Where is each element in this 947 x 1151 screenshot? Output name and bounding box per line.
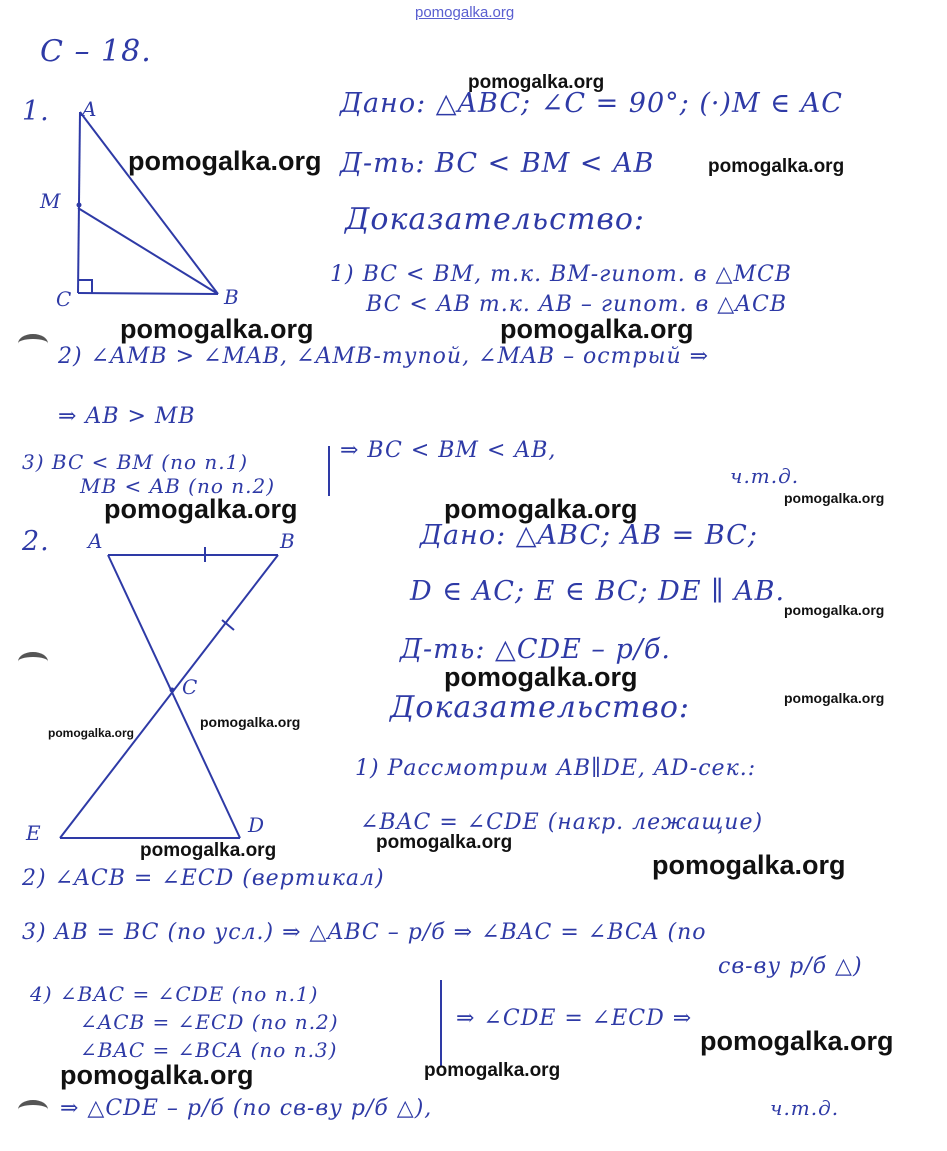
watermark: pomogalka.org bbox=[140, 840, 277, 861]
watermark: pomogalka.org bbox=[424, 1060, 561, 1081]
task2-given-line2: D ∈ AC; E ∈ BC; DE ∥ AB. bbox=[410, 576, 786, 607]
task2-given-line1: Дано: △ABC; AB = BC; bbox=[420, 520, 758, 551]
task1-step2-line2: ⇒ AB > MB bbox=[58, 404, 196, 429]
watermark: pomogalka.org bbox=[444, 494, 638, 524]
watermark: pomogalka.org bbox=[784, 602, 885, 618]
task2-step4-result: ⇒ ∠CDE = ∠ECD ⇒ bbox=[456, 1006, 693, 1031]
watermark: pomogalka.org bbox=[468, 72, 605, 93]
bracket-bar bbox=[440, 980, 442, 1066]
watermark: pomogalka.org bbox=[48, 726, 135, 740]
watermark: pomogalka.org bbox=[120, 314, 314, 344]
watermark: pomogalka.org bbox=[200, 714, 301, 730]
watermark: pomogalka.org bbox=[708, 156, 845, 177]
task2-proof-title: Доказательство: bbox=[390, 690, 691, 725]
watermark: pomogalka.org bbox=[784, 690, 885, 706]
task2-step4-line1: 4) ∠BAC = ∠CDE (по п.1) bbox=[30, 982, 319, 1006]
watermark: pomogalka.org bbox=[784, 490, 885, 506]
binder-hole bbox=[18, 1100, 48, 1119]
task2-number: 2. bbox=[22, 526, 50, 557]
task1-prove: Д-ть: BC < BM < AB bbox=[340, 148, 655, 179]
task2-qed: ч.т.д. bbox=[770, 1096, 840, 1120]
bracket-bar bbox=[328, 446, 330, 496]
task1-number: 1. bbox=[22, 96, 50, 127]
label-e: E bbox=[26, 821, 41, 845]
label-a: A bbox=[88, 529, 103, 553]
segment-ad bbox=[108, 555, 240, 838]
task2-step4-line2: ∠ACB = ∠ECD (по п.2) bbox=[80, 1010, 339, 1034]
task2-step3-line1: 3) AB = BC (по усл.) ⇒ △ABC – р/б ⇒ ∠BAC = ∠BCA (по bbox=[22, 920, 707, 945]
label-d: D bbox=[248, 813, 265, 837]
watermark: pomogalka.org bbox=[652, 850, 846, 880]
task2-final: ⇒ △CDE – р/б (по св-ву р/б △), bbox=[60, 1096, 433, 1121]
task1-step3-line1: 3) BC < BM (по п.1) bbox=[22, 450, 249, 474]
task1-step3-result: ⇒ BC < BM < AB, bbox=[340, 438, 557, 463]
watermark: pomogalka.org bbox=[104, 494, 298, 524]
watermark: pomogalka.org bbox=[700, 1026, 894, 1056]
watermark-top: pomogalka.org bbox=[415, 4, 515, 21]
page-title: С – 18. bbox=[40, 34, 152, 69]
task1-step1-line1: 1) BC < BM, т.к. BM-гипот. в △MCB bbox=[330, 262, 792, 287]
task2-prove: Д-ть: △CDE – р/б. bbox=[400, 634, 671, 665]
task1-qed: ч.т.д. bbox=[730, 464, 800, 488]
task2-step3-line2: св-ву р/б △) bbox=[718, 954, 863, 979]
task2-step1-line2: ∠BAC = ∠CDE (накр. лежащие) bbox=[360, 810, 764, 835]
label-a: A bbox=[82, 97, 97, 121]
label-m: M bbox=[40, 189, 61, 213]
label-b: B bbox=[224, 285, 239, 309]
task1-step2-line1: 2) ∠AMB > ∠MAB, ∠AMB-тупой, ∠MAB – острый ⇒ bbox=[58, 344, 710, 369]
label-c: C bbox=[182, 675, 198, 699]
segment-be bbox=[60, 555, 278, 838]
watermark: pomogalka.org bbox=[60, 1060, 254, 1090]
watermark: pomogalka.org bbox=[376, 832, 513, 853]
watermark: pomogalka.org bbox=[444, 662, 638, 692]
watermark: pomogalka.org bbox=[500, 314, 694, 344]
task1-proof-title: Доказательство: bbox=[345, 202, 646, 237]
label-c: C bbox=[56, 287, 72, 311]
task1-step1-line2: BC < AB т.к. AB – гипот. в △ACB bbox=[366, 292, 788, 317]
watermark: pomogalka.org bbox=[128, 146, 322, 176]
task2-step2: 2) ∠ACB = ∠ECD (вертикал) bbox=[22, 866, 385, 891]
task2-step1-line1: 1) Рассмотрим AB∥DE, AD-сек.: bbox=[355, 756, 757, 781]
point-c bbox=[170, 688, 175, 693]
task1-step3-line2: MB < AB (по п.2) bbox=[80, 474, 275, 498]
task2-step4-line3: ∠BAC = ∠BCA (по п.3) bbox=[80, 1038, 338, 1062]
task1-given: Дано: △ABC; ∠C = 90°; (·)M ∈ AC bbox=[340, 88, 843, 119]
label-b: B bbox=[280, 529, 295, 553]
